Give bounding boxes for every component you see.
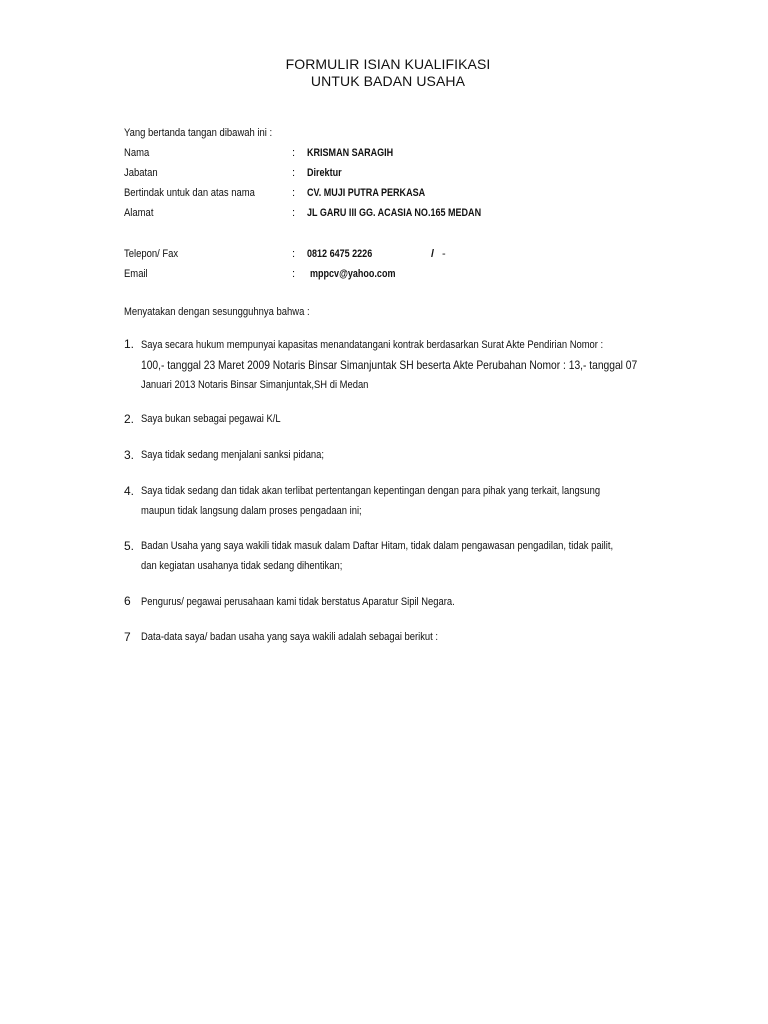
item-line: maupun tidak langsung dalam proses pengadaan ini; bbox=[141, 505, 362, 517]
item-text bbox=[141, 335, 637, 395]
field-colon: : bbox=[292, 187, 296, 199]
field-value: CV. MUJI PUTRA PERKASA bbox=[307, 187, 426, 199]
field-label: Email bbox=[124, 268, 148, 280]
document-title: FORMULIR ISIAN KUALIFIKASI bbox=[285, 56, 491, 72]
item-text bbox=[141, 536, 637, 576]
item-line: Data-data saya/ badan usaha yang saya wakili adalah sebagai berikut : bbox=[141, 631, 438, 643]
field-colon: : bbox=[292, 167, 296, 179]
item-line: Saya tidak sedang menjalani sanksi pidana; bbox=[141, 449, 324, 461]
field-colon: : bbox=[292, 268, 296, 280]
field-value: Direktur bbox=[307, 167, 342, 179]
field-label: Bertindak untuk dan atas nama bbox=[124, 187, 255, 199]
field-value: mppcv@yahoo.com bbox=[310, 268, 396, 280]
item-number: 7 bbox=[124, 630, 131, 644]
item-number: 6 bbox=[124, 594, 131, 608]
field-colon: : bbox=[292, 207, 296, 219]
field-row-bertindak bbox=[124, 187, 684, 203]
item-text bbox=[141, 592, 637, 612]
field-label: Nama bbox=[124, 147, 150, 159]
item-line: Badan Usaha yang saya wakili tidak masuk dalam Daftar Hitam, tidak dalam pengawasan pengadilan, tidak pailit, bbox=[141, 540, 614, 552]
item-text bbox=[141, 445, 637, 465]
item-text bbox=[141, 409, 637, 429]
fax-separator: / bbox=[431, 248, 435, 260]
item-line: Saya bukan sebagai pegawai K/L bbox=[141, 413, 281, 425]
fax-value: - bbox=[442, 248, 446, 260]
field-value: KRISMAN SARAGIH bbox=[307, 147, 394, 159]
field-value: 0812 6475 2226 bbox=[307, 248, 373, 260]
item-line: Januari 2013 Notaris Binsar Simanjuntak,SH di Medan bbox=[141, 379, 369, 391]
item-number: 3. bbox=[124, 448, 135, 462]
item-number: 4. bbox=[124, 484, 135, 498]
field-colon: : bbox=[292, 147, 296, 159]
field-colon: : bbox=[292, 248, 296, 260]
field-label: Alamat bbox=[124, 207, 154, 219]
item-text bbox=[141, 481, 637, 521]
statement-text: Menyatakan dengan sesungguhnya bahwa : bbox=[124, 306, 310, 318]
field-label: Telepon/ Fax bbox=[124, 248, 179, 260]
item-line: Pengurus/ pegawai perusahaan kami tidak berstatus Aparatur Sipil Negara. bbox=[141, 596, 455, 608]
item-number: 5. bbox=[124, 539, 135, 553]
field-row-jabatan bbox=[124, 167, 684, 183]
item-line: Saya tidak sedang dan tidak akan terlibat pertentangan kepentingan dengan para pihak yang terkait, langsung bbox=[141, 485, 601, 497]
field-row-telepon bbox=[124, 248, 684, 264]
field-row-nama bbox=[124, 147, 684, 163]
field-label: Jabatan bbox=[124, 167, 158, 179]
item-line: dan kegiatan usahanya tidak sedang dihentikan; bbox=[141, 560, 343, 572]
document-subtitle: UNTUK BADAN USAHA bbox=[310, 73, 466, 89]
item-text bbox=[141, 627, 637, 647]
item-number: 1. bbox=[124, 337, 135, 351]
item-number: 2. bbox=[124, 412, 135, 426]
item-line: Saya secara hukum mempunyai kapasitas menandatangani kontrak berdasarkan Surat Akte Pendirian Nomor : bbox=[141, 339, 604, 351]
field-row-alamat bbox=[124, 207, 684, 223]
item-line: 100,- tanggal 23 Maret 2009 Notaris Binsar Simanjuntak SH beserta Akte Perubahan Nomor : 13,- tanggal 07 bbox=[141, 358, 638, 372]
field-row-email bbox=[124, 268, 684, 284]
field-value: JL GARU III GG. ACASIA NO.165 MEDAN bbox=[307, 207, 482, 219]
intro-text: Yang bertanda tangan dibawah ini : bbox=[124, 127, 273, 139]
